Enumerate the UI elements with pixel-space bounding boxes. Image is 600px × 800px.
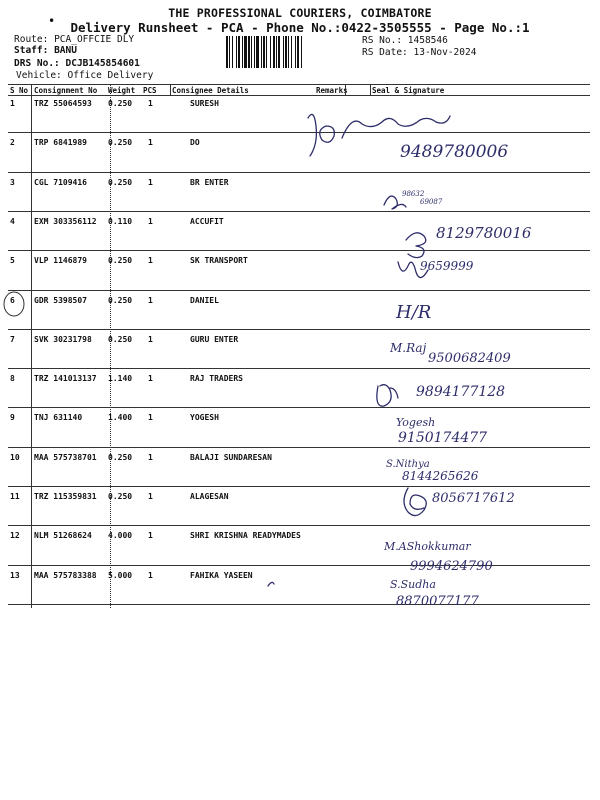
col-consignee: Consignee Details	[172, 86, 249, 95]
row-consignment: SVK 30231798	[34, 334, 92, 344]
phone-row7: 9500682409	[428, 351, 511, 366]
row-weight: 0.110	[108, 216, 133, 226]
note-row3-a: 98632	[402, 190, 425, 198]
row-weight: 4.000	[108, 531, 133, 541]
rs-date-line: RS Date: 13-Nov-2024	[362, 47, 477, 58]
row-weight: 0.250	[108, 138, 133, 148]
row-consignment: EXM 303356112	[34, 216, 97, 226]
row-pcs: 1	[148, 492, 153, 501]
row-weight: 0.250	[108, 256, 133, 266]
row-consignee: BR ENTER	[190, 177, 229, 187]
col-seal: Seal & Signature	[372, 86, 445, 95]
row-pcs: 1	[148, 452, 153, 462]
col-pcs: PCS	[143, 86, 157, 95]
row-weight: 0.250	[108, 452, 133, 462]
row-pcs: 1	[148, 413, 153, 423]
row-consignee: GURU ENTER	[190, 334, 239, 344]
col-sno: S No	[10, 86, 29, 95]
company-title: THE PROFESSIONAL COURIERS, COIMBATORE	[168, 6, 432, 20]
row-consignment: MAA 575738701	[34, 452, 97, 462]
row-weight: 0.250	[108, 334, 133, 344]
row-weight: 0.250	[108, 492, 133, 501]
row-consignment: GDR 5398507	[34, 295, 87, 305]
phone-row13: 8870077177	[396, 594, 479, 609]
col-remarks: Remarks	[316, 86, 348, 95]
row-consignment: VLP 1146879	[34, 256, 87, 266]
row-pcs: 1	[148, 531, 153, 541]
row-pcs: 1	[148, 256, 153, 266]
row-consignment: TRZ 55064593	[34, 99, 92, 108]
row-pcs: 1	[148, 216, 153, 226]
row-sno: 10	[10, 452, 20, 462]
row-sno: 5	[10, 256, 15, 266]
vehicle-line: Vehicle: Office Delivery	[16, 70, 154, 81]
row-sno: 13	[10, 570, 20, 580]
row-sno: 1	[10, 99, 15, 108]
row-sno: 9	[10, 413, 15, 423]
signature-row4	[406, 233, 426, 258]
row-weight: 0.250	[108, 295, 133, 305]
note-row3-b: 69087	[420, 198, 443, 206]
tick-mark	[268, 582, 274, 586]
signature-row8	[377, 385, 398, 407]
drs-value: DCJB145854601	[65, 58, 140, 69]
row-consignee: RAJ TRADERS	[190, 374, 243, 384]
vehicle-value: Office Delivery	[67, 70, 154, 81]
row-sno: 3	[10, 177, 15, 187]
row-consignee: ACCUFIT	[190, 216, 224, 226]
row-consignee: SHRI KRISHNA READYMADES	[190, 531, 301, 541]
row-consignee: SK TRANSPORT	[190, 256, 248, 266]
phone-row10: 8144265626	[402, 469, 479, 483]
row-sno: 6	[10, 295, 15, 305]
phone-row11: 8056717612	[432, 491, 515, 506]
rs-no-line: RS No.: 1458546	[362, 35, 448, 46]
name-row12: M.AShokkumar	[384, 540, 471, 553]
phone-row12: 9994624790	[410, 559, 493, 574]
circle-row6	[4, 292, 24, 316]
row-weight: 0.250	[108, 177, 133, 187]
row-consignment: TRZ 115359831	[34, 492, 97, 501]
row-pcs: 1	[148, 570, 153, 580]
row-sno: 4	[10, 216, 15, 226]
name-row7: M.Raj	[390, 341, 427, 355]
row-consignee: SURESH	[190, 99, 219, 108]
name-row13: S.Sudha	[390, 578, 436, 591]
row-consignee: YOGESH	[190, 413, 219, 423]
row-pcs: 1	[148, 374, 153, 384]
row-pcs: 1	[148, 295, 153, 305]
staff-line: Staff: BANU	[14, 45, 77, 56]
signature-row3	[384, 196, 406, 209]
row-consignee: FAHIKA YASEEN	[190, 570, 253, 580]
row-sno: 8	[10, 374, 15, 384]
phone-row4: 8129780016	[436, 224, 532, 242]
phone-row1: 9489780006	[400, 142, 509, 162]
row-sno: 11	[10, 492, 20, 501]
phone-row9: 9150174477	[398, 430, 488, 446]
row-pcs: 1	[148, 138, 153, 148]
staff-value: BANU	[54, 45, 77, 56]
col-weight: Weight	[108, 86, 136, 95]
row-consignment: MAA 575783388	[34, 570, 97, 580]
row-consignee: DO	[190, 138, 200, 148]
row-weight: 5.000	[108, 570, 133, 580]
row-consignee: ALAGESAN	[190, 492, 229, 501]
rs-no-value: 1458546	[407, 35, 448, 46]
row-sno: 12	[10, 531, 20, 541]
row-consignment: NLM 51268624	[34, 531, 92, 541]
note-row6: H/R	[396, 302, 432, 323]
row-pcs: 1	[148, 99, 153, 108]
route-line: Route: PCA_OFFCIE DLY	[14, 34, 135, 45]
signature-row11	[404, 488, 426, 516]
row-weight: 1.400	[108, 413, 133, 423]
row-weight: 1.140	[108, 374, 133, 384]
phone-row8: 9894177128	[416, 384, 506, 400]
row-pcs: 1	[148, 177, 153, 187]
name-row10: S.Nithya	[386, 459, 430, 470]
row-consignment: TRP 6841989	[34, 138, 87, 148]
row-sno: 2	[10, 138, 15, 148]
row-consignment: TNJ 631140	[34, 413, 83, 423]
row-sno: 7	[10, 334, 15, 344]
runsheet-title: Delivery Runsheet - PCA - Phone No.:0422-3505555 - Page No.:1	[70, 20, 530, 35]
phone-row5: 9659999	[420, 259, 474, 273]
row-consignee: DANIEL	[190, 295, 219, 305]
name-row9: Yogesh	[396, 416, 436, 429]
col-consignment: Consignment No	[34, 86, 98, 95]
row-pcs: 1	[148, 334, 153, 344]
row-consignee: BALAJI SUNDARESAN	[190, 452, 272, 462]
row-consignment: TRZ 141013137	[34, 374, 97, 384]
route-value: PCA_OFFCIE DLY	[54, 34, 135, 45]
row-consignment: CGL 7109416	[34, 177, 87, 187]
header-dot: •	[48, 14, 56, 28]
drs-line: DRS No.: DCJB145854601	[14, 58, 140, 69]
row-weight: 0.250	[108, 99, 133, 108]
rs-date-value: 13-Nov-2024	[413, 47, 477, 58]
